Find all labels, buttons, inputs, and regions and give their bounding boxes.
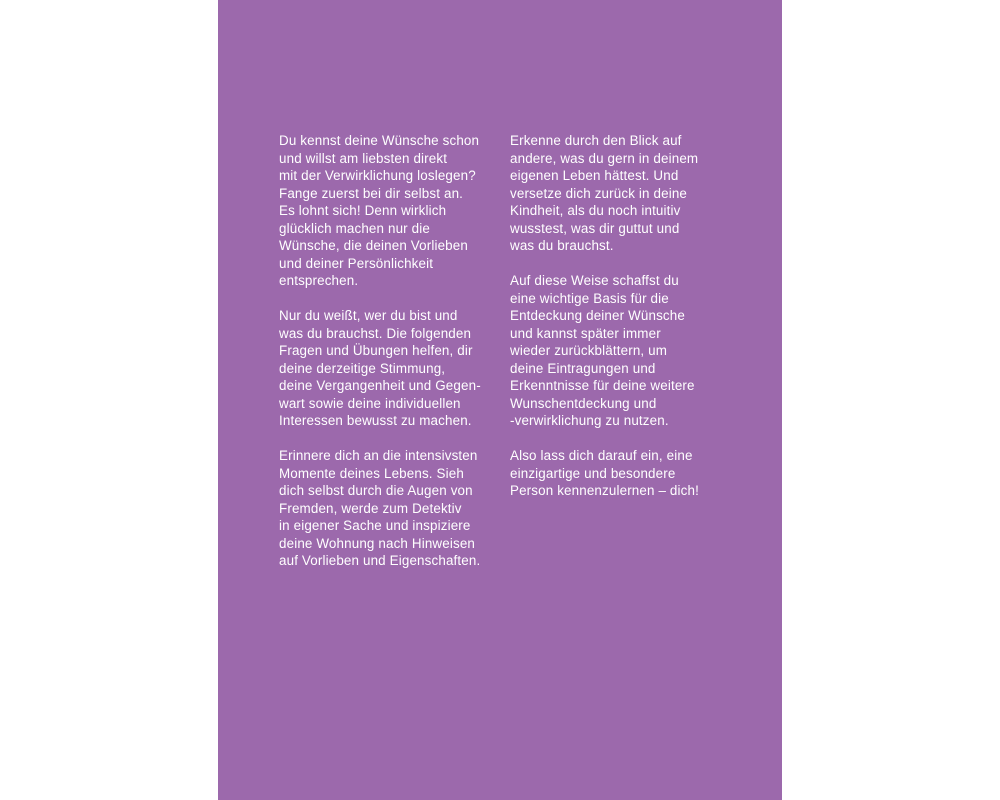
text-line: Es lohnt sich! Denn wirklich: [279, 203, 447, 218]
text-line: Also lass dich darauf ein, eine: [510, 448, 693, 463]
text-line: Du kennst deine Wünsche schon: [279, 133, 480, 148]
text-line: eine wichtige Basis für die: [510, 290, 669, 306]
text-line: mit der Verwirklichung loslegen?: [279, 168, 476, 183]
text-line: deine Eintragungen und: [510, 360, 656, 376]
paragraph: [510, 272, 725, 430]
text-line: in eigener Sache und inspiziere: [279, 518, 471, 533]
text-line: Nur du weißt, wer du bist und: [279, 308, 458, 323]
text-line: entsprechen.: [279, 273, 359, 288]
text-line: wart sowie deine individuellen: [279, 395, 461, 411]
text-line: wieder zurückblättern, um: [510, 343, 668, 358]
text-line: was du brauchst.: [510, 238, 614, 253]
text-line: wusstest, was dir guttut und: [510, 220, 680, 236]
paragraph: [279, 307, 499, 430]
text-line: Kindheit, als du noch intuitiv: [510, 203, 681, 218]
paragraph: [510, 447, 725, 500]
text-line: und deiner Persönlichkeit: [279, 255, 434, 271]
text-line: deine Vergangenheit und Gegen-: [279, 378, 481, 393]
text-line: und willst am liebsten direkt: [279, 150, 448, 166]
text-line: versetze dich zurück in deine: [510, 185, 688, 201]
text-line: was du brauchst. Die folgenden: [279, 325, 472, 341]
right-text-column: [510, 132, 725, 517]
text-line: einzigartige und besondere: [510, 465, 676, 481]
text-line: Erkenne durch den Blick auf: [510, 133, 682, 148]
text-line: -verwirklichung zu nutzen.: [510, 413, 669, 428]
text-line: Wunschentdeckung und: [510, 395, 657, 411]
text-line: Momente deines Lebens. Sieh: [279, 465, 464, 481]
text-line: Erkenntnisse für deine weitere: [510, 378, 695, 393]
text-line: deine Wohnung nach Hinweisen: [279, 535, 476, 551]
text-line: Wünsche, die deinen Vorlieben: [279, 238, 468, 253]
book-page: [218, 0, 782, 800]
text-line: andere, was du gern in deinem: [510, 150, 699, 166]
text-line: Auf diese Weise schaffst du: [510, 273, 679, 288]
text-line: und kannst später immer: [510, 325, 661, 341]
left-text-column: [279, 132, 499, 587]
text-line: dich selbst durch die Augen von: [279, 483, 473, 498]
text-line: Fremden, werde zum Detektiv: [279, 500, 462, 516]
text-line: glücklich machen nur die: [279, 220, 430, 236]
text-line: Fragen und Übungen helfen, dir: [279, 343, 473, 358]
paragraph: [279, 447, 499, 570]
text-line: eigenen Leben hättest. Und: [510, 168, 679, 183]
text-line: Erinnere dich an die intensivsten: [279, 448, 478, 463]
paragraph: [279, 132, 499, 290]
text-line: Person kennenzulernen – dich!: [510, 483, 699, 498]
text-line: auf Vorlieben und Eigenschaften.: [279, 553, 481, 568]
text-line: Interessen bewusst zu machen.: [279, 413, 472, 428]
paragraph: [510, 132, 725, 255]
text-line: Fange zuerst bei dir selbst an.: [279, 185, 464, 201]
text-line: Entdeckung deiner Wünsche: [510, 308, 685, 323]
text-line: deine derzeitige Stimmung,: [279, 360, 446, 376]
